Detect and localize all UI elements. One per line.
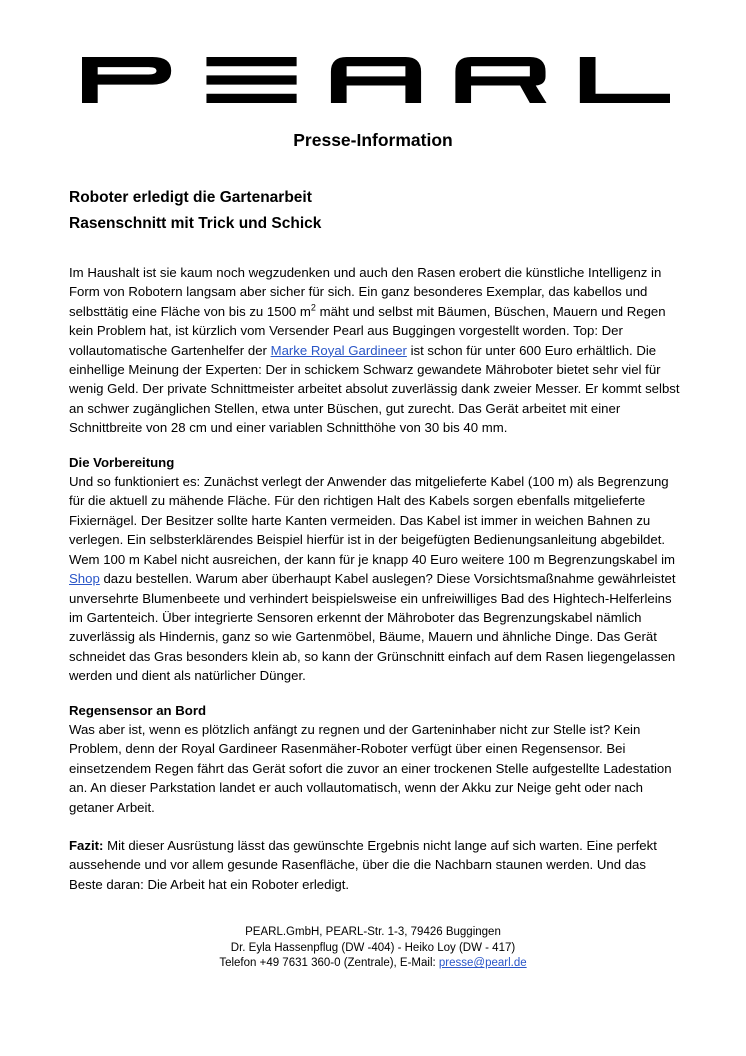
logo-letter-l (580, 57, 670, 103)
intro-text-2: mäht und selbst mit Bäumen, Büschen, Mauern und Regen kein Problem hat, ist kürzlich vom Versender Pearl aus Buggingen vorgestellt worden. Top: Der vollautomatische Gartenhelfer der (69, 303, 666, 358)
conclusion-paragraph (69, 836, 681, 894)
preparation-text-2: dazu bestellen. Warum aber überhaupt Kabel auslegen? Diese Vorsichtsmaßnahme gewährleistet unversehrte Blumenbeete und verhindert beispielsweise ein unfreiwilliges Bad des Hightech-Helferleins im Gartenteich. Über integrierte Sensoren erkennt der Mähroboter das Begrenzungskabel nämlich zuverlässig als Hindernis, ganz so wie Gartenmöbel, Bäume, Mauern und ähnliche Dinge. Das Gerät schneidet das Gras besonders klein ab, so kann der Grünschnitt einfach auf dem Rasen liegengelassen werden und dient als natürlicher Dünger. (69, 571, 676, 684)
intro-text-3: ist schon für unter 600 Euro erhältlich. Die einhellige Meinung der Experten: Der in schickem Schwarz gewandete Mähroboter bietet sehr viel für wenig Geld. Der private Schnittmeister arbeitet absolut zuverlässig dank zweier Messer. Er kommt selbst an schwer zugänglichen Stellen, etwa unter Büschen, gut zurecht. Das Gerät arbeitet mit einer Schnittbreite von 28 cm und einer variablen Schnitthöhe von 30 bis 40 mm. (69, 342, 680, 436)
headline-line-1: Roboter erledigt die Gartenarbeit (69, 189, 312, 206)
headline-line-2: Rasenschnitt mit Trick und Schick (69, 215, 322, 232)
conclusion-text: Mit dieser Ausrüstung lässt das gewünschte Ergebnis nicht lange auf sich warten. Eine perfekt aussehende und vor allem gesunde Rasenfläche, über die die Nachbarn staunen werden. Und das Beste daran: Die Arbeit hat ein Roboter erledigt. (69, 837, 657, 892)
shop-link[interactable]: Shop (69, 571, 100, 587)
footer-line-address: PEARL.GmbH, PEARL-Str. 1-3, 79426 Buggingen (245, 926, 501, 939)
article-body (69, 263, 681, 894)
footer-contact (0, 925, 746, 972)
section-heading-preparation: Die Vorbereitung (69, 454, 175, 470)
square-meter-superscript: 2 (310, 302, 316, 313)
intro-paragraph (69, 263, 681, 438)
intro-text-1: Im Haushalt ist sie kaum noch wegzudenken und auch den Rasen erobert die künstliche Intelligenz in Form von Robotern langsam aber sicher für sich. Ein ganz besonderes Exemplar, das kabellos und selbsttätig eine Fläche von bis zu 1500 m (69, 265, 662, 319)
pearl-logo (82, 57, 670, 103)
footer-line-contacts: Dr. Eyla Hassenpflug (DW -404) - Heiko Loy (DW - 417) (230, 941, 516, 954)
footer-line-phone-email (0, 956, 746, 972)
logo-letter-p (82, 57, 171, 103)
document-type-title: Presse-Information (293, 130, 453, 150)
section-rain-sensor (69, 701, 681, 817)
email-link[interactable]: presse@pearl.de (438, 957, 527, 970)
preparation-text-1: Und so funktioniert es: Zunächst verlegt der Anwender das mitgelieferte Kabel (100 m) als Begrenzung für die aktuell zu mähende Fläche. Für den richtigen Halt des Kabels sorgen ebenfalls mitgelieferte Fixiernägel. Der Besitzer sollte harte Kanten vermeiden. Das Kabel ist immer in weichen Bahnen zu verlegen. Ein selbsterklärendes Beispiel hierfür ist in der beigefügten Bedienungsanleitung abgebildet. Wem 100 m Kabel nicht ausreichen, der kann für je knapp 40 Euro weitere 100 m Begrenzungskabel im (69, 474, 675, 567)
logo-letter-e (206, 57, 296, 103)
section-preparation (69, 453, 681, 686)
royal-gardineer-link[interactable]: Marke Royal Gardineer (270, 342, 407, 358)
conclusion-label: Fazit: (69, 837, 104, 853)
preparation-paragraph (69, 472, 681, 685)
logo-letter-r (455, 57, 546, 103)
headline (69, 185, 746, 237)
footer-phone-text: Telefon +49 7631 360-0 (Zentrale), E-Mail: (219, 957, 439, 970)
rain-sensor-paragraph: Was aber ist, wenn es plötzlich anfängt zu regnen und der Garteninhaber nicht zur Stelle ist? Kein Problem, denn der Royal Gardineer Rasenmäher-Roboter verfügt über einen Regensensor. Bei einsetzendem Regen fährt das Gerät sofort die zuvor an einer trockenen Stelle aufgestellte Ladestation an. An dieser Parkstation landet er auch vollautomatisch, wenn der Akku zur Neige geht oder nach getaner Arbeit. (69, 721, 672, 815)
logo-letter-a (331, 57, 421, 103)
section-heading-rain-sensor: Regensensor an Bord (69, 702, 207, 718)
